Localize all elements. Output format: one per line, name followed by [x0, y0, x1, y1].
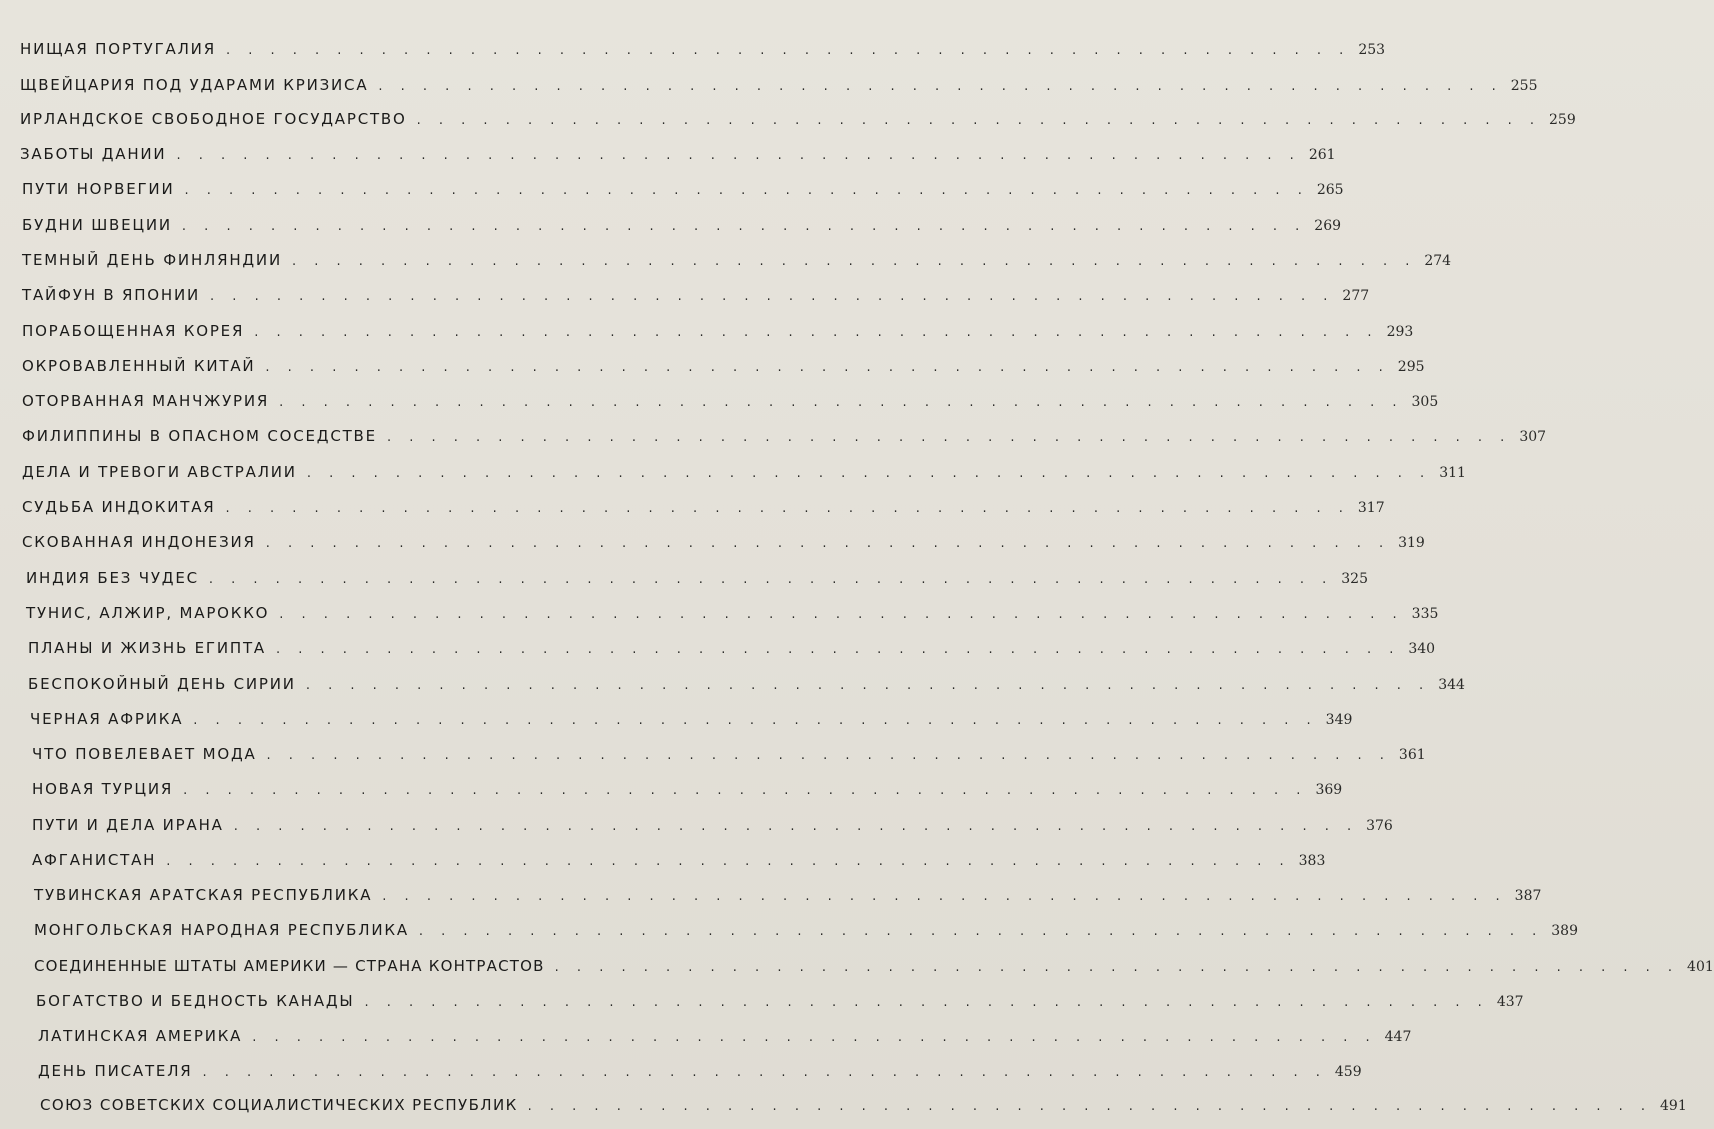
- toc-entry-title: СКОВАННАЯ ИНДОНЕЗИЯ: [22, 533, 256, 551]
- toc-entry-title: ПЛАНЫ И ЖИЗНЬ ЕГИПТА: [28, 639, 266, 657]
- toc-leader-dots: . . . . . . . . . . . . . . . . . . . . . . . . . . . . . . . . . . . . . . . . . . . . . . . . . . .: [254, 325, 1379, 340]
- toc-leader-dots: . . . . . . . . . . . . . . . . . . . . . . . . . . . . . . . . . . . . . . . . . . . . . . . . . . .: [233, 819, 1359, 834]
- toc-leader-dots: . . . . . . . . . . . . . . . . . . . . . . . . . . . . . . . . . . . . . . . . . . . . . . . . . . .: [225, 43, 1351, 58]
- toc-leader-dots: . . . . . . . . . . . . . . . . . . . . . . . . . . . . . . . . . . . . . . . . . . . . . . . . . . .: [305, 678, 1431, 693]
- toc-entry-title: АФГАНИСТАН: [32, 851, 157, 869]
- toc-entry-page: 349: [1325, 712, 1353, 728]
- toc-entry-page: 325: [1341, 571, 1368, 587]
- toc-entry-title: СОЕДИНЕННЫЕ ШТАТЫ АМЕРИКИ — СТРАНА КОНТРАСТОВ: [34, 957, 545, 975]
- toc-entry-title: ДЕЛА И ТРЕВОГИ АВСТРАЛИИ: [22, 463, 297, 481]
- toc-entry-22: [32, 812, 1393, 838]
- toc-entry-page: 295: [1397, 359, 1425, 375]
- toc-entry-13: [22, 494, 1385, 520]
- toc-leader-dots: . . . . . . . . . . . . . . . . . . . . . . . . . . . . . . . . . . . . . . . . . . . . . . . . . . .: [378, 79, 1503, 94]
- toc-entry-title: ПУТИ НОРВЕГИИ: [22, 180, 175, 198]
- toc-entry-title: ЧТО ПОВЕЛЕВАЕТ МОДА: [32, 745, 257, 763]
- toc-entry-title: СУДЬБА ИНДОКИТАЯ: [22, 498, 216, 516]
- toc-entry-24: [34, 882, 1542, 908]
- toc-entry-18: [28, 671, 1465, 697]
- toc-entry-page: 307: [1519, 429, 1547, 445]
- toc-entry-14: [22, 529, 1425, 555]
- toc-leader-dots: . . . . . . . . . . . . . . . . . . . . . . . . . . . . . . . . . . . . . . . . . . . . . . . . . . .: [166, 854, 1291, 869]
- toc-leader-dots: . . . . . . . . . . . . . . . . . . . . . . . . . . . . . . . . . . . . . . . . . . . . . . . . . . .: [386, 430, 1512, 445]
- toc-entry-title: БЕСПОКОЙНЫЙ ДЕНЬ СИРИИ: [28, 675, 296, 693]
- toc-leader-dots: . . . . . . . . . . . . . . . . . . . . . . . . . . . . . . . . . . . . . . . . . . . . . . . . . . .: [266, 748, 1391, 763]
- toc-entry-23: [32, 847, 1326, 873]
- toc-entry-1: [20, 72, 1538, 98]
- toc-leader-dots: . . . . . . . . . . . . . . . . . . . . . . . . . . . . . . . . . . . . . . . . . . . . . . . . . . .: [193, 713, 1318, 728]
- toc-entry-page: 319: [1398, 535, 1425, 551]
- toc-entry-0: [20, 36, 1386, 62]
- toc-entry-page: 376: [1366, 818, 1393, 834]
- toc-entry-5: [22, 212, 1342, 238]
- toc-leader-dots: . . . . . . . . . . . . . . . . . . . . . . . . . . . . . . . . . . . . . . . . . . . . . . . . . . .: [265, 536, 1391, 551]
- toc-leader-dots: . . . . . . . . . . . . . . . . . . . . . . . . . . . . . . . . . . . . . . . . . . . . . . . . . . .: [181, 219, 1307, 234]
- toc-entry-29: [38, 1058, 1362, 1084]
- toc-leader-dots: . . . . . . . . . . . . . . . . . . . . . . . . . . . . . . . . . . . . . . . . . . . . . . . . . . .: [202, 1065, 1327, 1080]
- toc-entry-page: 459: [1334, 1064, 1362, 1080]
- toc-entry-20: [32, 741, 1426, 767]
- toc-entry-title: ПУТИ И ДЕЛА ИРАНА: [32, 816, 224, 834]
- toc-leader-dots: . . . . . . . . . . . . . . . . . . . . . . . . . . . . . . . . . . . . . . . . . . . . . . . . . . .: [184, 183, 1309, 198]
- toc-entry-28: [38, 1023, 1412, 1049]
- toc-leader-dots: . . . . . . . . . . . . . . . . . . . . . . . . . . . . . . . . . . . . . . . . . . . . . . . . . . .: [225, 501, 1350, 516]
- toc-entry-page: 401: [1687, 959, 1714, 975]
- toc-entry-10: [22, 388, 1439, 414]
- toc-entry-page: 335: [1411, 606, 1439, 622]
- toc-entry-page: 274: [1424, 253, 1452, 269]
- toc-entry-21: [32, 776, 1343, 802]
- toc-entry-page: 437: [1496, 994, 1524, 1010]
- toc-entry-page: 253: [1358, 42, 1386, 58]
- toc-entry-page: 389: [1551, 923, 1578, 939]
- toc-entry-page: 293: [1386, 324, 1414, 340]
- toc-entry-page: 265: [1316, 182, 1344, 198]
- toc-entry-title: МОНГОЛЬСКАЯ НАРОДНАЯ РЕСПУБЛИКА: [34, 921, 409, 939]
- toc-entry-title: ТУВИНСКАЯ АРАТСКАЯ РЕСПУБЛИКА: [34, 886, 373, 904]
- toc-entry-page: 383: [1298, 853, 1326, 869]
- toc-leader-dots: . . . . . . . . . . . . . . . . . . . . . . . . . . . . . . . . . . . . . . . . . . . . . . . . . . .: [252, 1030, 1377, 1045]
- toc-entry-title: ЧЕРНАЯ АФРИКА: [30, 710, 184, 728]
- toc-leader-dots: . . . . . . . . . . . . . . . . . . . . . . . . . . . . . . . . . . . . . . . . . . . . . . . . . . .: [527, 1099, 1653, 1114]
- toc-entry-page: 277: [1342, 288, 1370, 304]
- toc-leader-dots: . . . . . . . . . . . . . . . . . . . . . . . . . . . . . . . . . . . . . . . . . . . . . . . . . . .: [306, 466, 1432, 481]
- toc-leader-dots: . . . . . . . . . . . . . . . . . . . . . . . . . . . . . . . . . . . . . . . . . . . . . . . . . . .: [554, 960, 1680, 975]
- toc-entry-title: ИРЛАНДСКОЕ СВОБОДНОЕ ГОСУДАРСТВО: [20, 110, 407, 128]
- toc-entry-title: ОКРОВАВЛЕННЫЙ КИТАЙ: [22, 357, 256, 375]
- toc-entry-title: ТУНИС, АЛЖИР, МАРОККО: [26, 604, 270, 622]
- toc-leader-dots: . . . . . . . . . . . . . . . . . . . . . . . . . . . . . . . . . . . . . . . . . . . . . . . . . . .: [210, 289, 1335, 304]
- toc-entry-25: [34, 917, 1578, 943]
- toc-entry-16: [26, 600, 1439, 626]
- toc-entry-page: 340: [1408, 641, 1436, 657]
- toc-entry-page: 344: [1438, 677, 1465, 693]
- toc-entry-30: [40, 1092, 1687, 1118]
- toc-entry-page: 369: [1315, 782, 1343, 798]
- toc-entry-title: ЛАТИНСКАЯ АМЕРИКА: [38, 1027, 243, 1045]
- toc-entry-26: [34, 953, 1714, 979]
- toc-entry-page: 269: [1314, 218, 1342, 234]
- toc-entry-page: 387: [1514, 888, 1542, 904]
- toc-entry-page: 305: [1411, 394, 1439, 410]
- toc-entry-3: [20, 141, 1336, 167]
- toc-entry-title: ОТОРВАННАЯ МАНЧЖУРИЯ: [22, 392, 270, 410]
- toc-leader-dots: . . . . . . . . . . . . . . . . . . . . . . . . . . . . . . . . . . . . . . . . . . . . . . . . . . .: [364, 995, 1489, 1010]
- toc-leader-dots: . . . . . . . . . . . . . . . . . . . . . . . . . . . . . . . . . . . . . . . . . . . . . . . . . . .: [208, 572, 1334, 587]
- toc-leader-dots: . . . . . . . . . . . . . . . . . . . . . . . . . . . . . . . . . . . . . . . . . . . . . . . . . . .: [382, 889, 1507, 904]
- toc-entry-title: ТАЙФУН В ЯПОНИИ: [22, 286, 201, 304]
- toc-entry-11: [22, 423, 1547, 449]
- toc-entry-9: [22, 353, 1425, 379]
- toc-entry-page: 261: [1308, 147, 1336, 163]
- toc-entry-27: [36, 988, 1524, 1014]
- toc-leader-dots: . . . . . . . . . . . . . . . . . . . . . . . . . . . . . . . . . . . . . . . . . . . . . . . . . . .: [279, 395, 1404, 410]
- toc-entry-title: ТЕМНЫЙ ДЕНЬ ФИНЛЯНДИИ: [22, 251, 282, 269]
- toc-entry-page: 311: [1439, 465, 1466, 481]
- toc-entry-7: [22, 282, 1370, 308]
- toc-entry-page: 259: [1549, 112, 1576, 128]
- toc-entry-page: 255: [1510, 78, 1538, 94]
- toc-entry-title: ДЕНЬ ПИСАТЕЛЯ: [38, 1062, 193, 1080]
- toc-entry-15: [26, 565, 1368, 591]
- toc-entry-19: [30, 706, 1353, 732]
- toc-leader-dots: . . . . . . . . . . . . . . . . . . . . . . . . . . . . . . . . . . . . . . . . . . . . . . . . . . .: [416, 113, 1542, 128]
- toc-leader-dots: . . . . . . . . . . . . . . . . . . . . . . . . . . . . . . . . . . . . . . . . . . . . . . . . . . .: [275, 642, 1401, 657]
- toc-leader-dots: . . . . . . . . . . . . . . . . . . . . . . . . . . . . . . . . . . . . . . . . . . . . . . . . . . .: [279, 607, 1404, 622]
- toc-entry-title: БУДНИ ШВЕЦИИ: [22, 216, 172, 234]
- toc-entry-title: ЩВЕЙЦАРИЯ ПОД УДАРАМИ КРИЗИСА: [20, 76, 369, 94]
- toc-entry-title: НОВАЯ ТУРЦИЯ: [32, 780, 174, 798]
- toc-entry-8: [22, 318, 1414, 344]
- toc-entry-page: 447: [1384, 1029, 1412, 1045]
- toc-entry-title: ПОРАБОЩЕННАЯ КОРЕЯ: [22, 322, 245, 340]
- toc-entry-title: ИНДИЯ БЕЗ ЧУДЕС: [26, 569, 199, 587]
- toc-entry-title: ЗАБОТЫ ДАНИИ: [20, 145, 167, 163]
- toc-entry-page: 491: [1660, 1098, 1687, 1114]
- toc-entry-title: ФИЛИППИНЫ В ОПАСНОМ СОСЕДСТВЕ: [22, 427, 377, 445]
- toc-entry-title: НИЩАЯ ПОРТУГАЛИЯ: [20, 40, 216, 58]
- toc-leader-dots: . . . . . . . . . . . . . . . . . . . . . . . . . . . . . . . . . . . . . . . . . . . . . . . . . . .: [265, 360, 1390, 375]
- toc-entry-title: СОЮЗ СОВЕТСКИХ СОЦИАЛИСТИЧЕСКИХ РЕСПУБЛИК: [40, 1096, 518, 1114]
- toc-entry-page: 361: [1398, 747, 1426, 763]
- toc-leader-dots: . . . . . . . . . . . . . . . . . . . . . . . . . . . . . . . . . . . . . . . . . . . . . . . . . . .: [418, 924, 1544, 939]
- toc-leader-dots: . . . . . . . . . . . . . . . . . . . . . . . . . . . . . . . . . . . . . . . . . . . . . . . . . . .: [291, 254, 1417, 269]
- toc-entry-12: [22, 459, 1466, 485]
- toc-entry-17: [28, 635, 1436, 661]
- toc-entry-4: [22, 176, 1344, 202]
- toc-entry-6: [22, 247, 1452, 273]
- toc-leader-dots: . . . . . . . . . . . . . . . . . . . . . . . . . . . . . . . . . . . . . . . . . . . . . . . . . . .: [176, 148, 1301, 163]
- toc-leader-dots: . . . . . . . . . . . . . . . . . . . . . . . . . . . . . . . . . . . . . . . . . . . . . . . . . . .: [183, 783, 1308, 798]
- toc-entry-title: БОГАТСТВО И БЕДНОСТЬ КАНАДЫ: [36, 992, 355, 1010]
- toc-entry-2: [20, 106, 1576, 132]
- toc-entry-page: 317: [1357, 500, 1385, 516]
